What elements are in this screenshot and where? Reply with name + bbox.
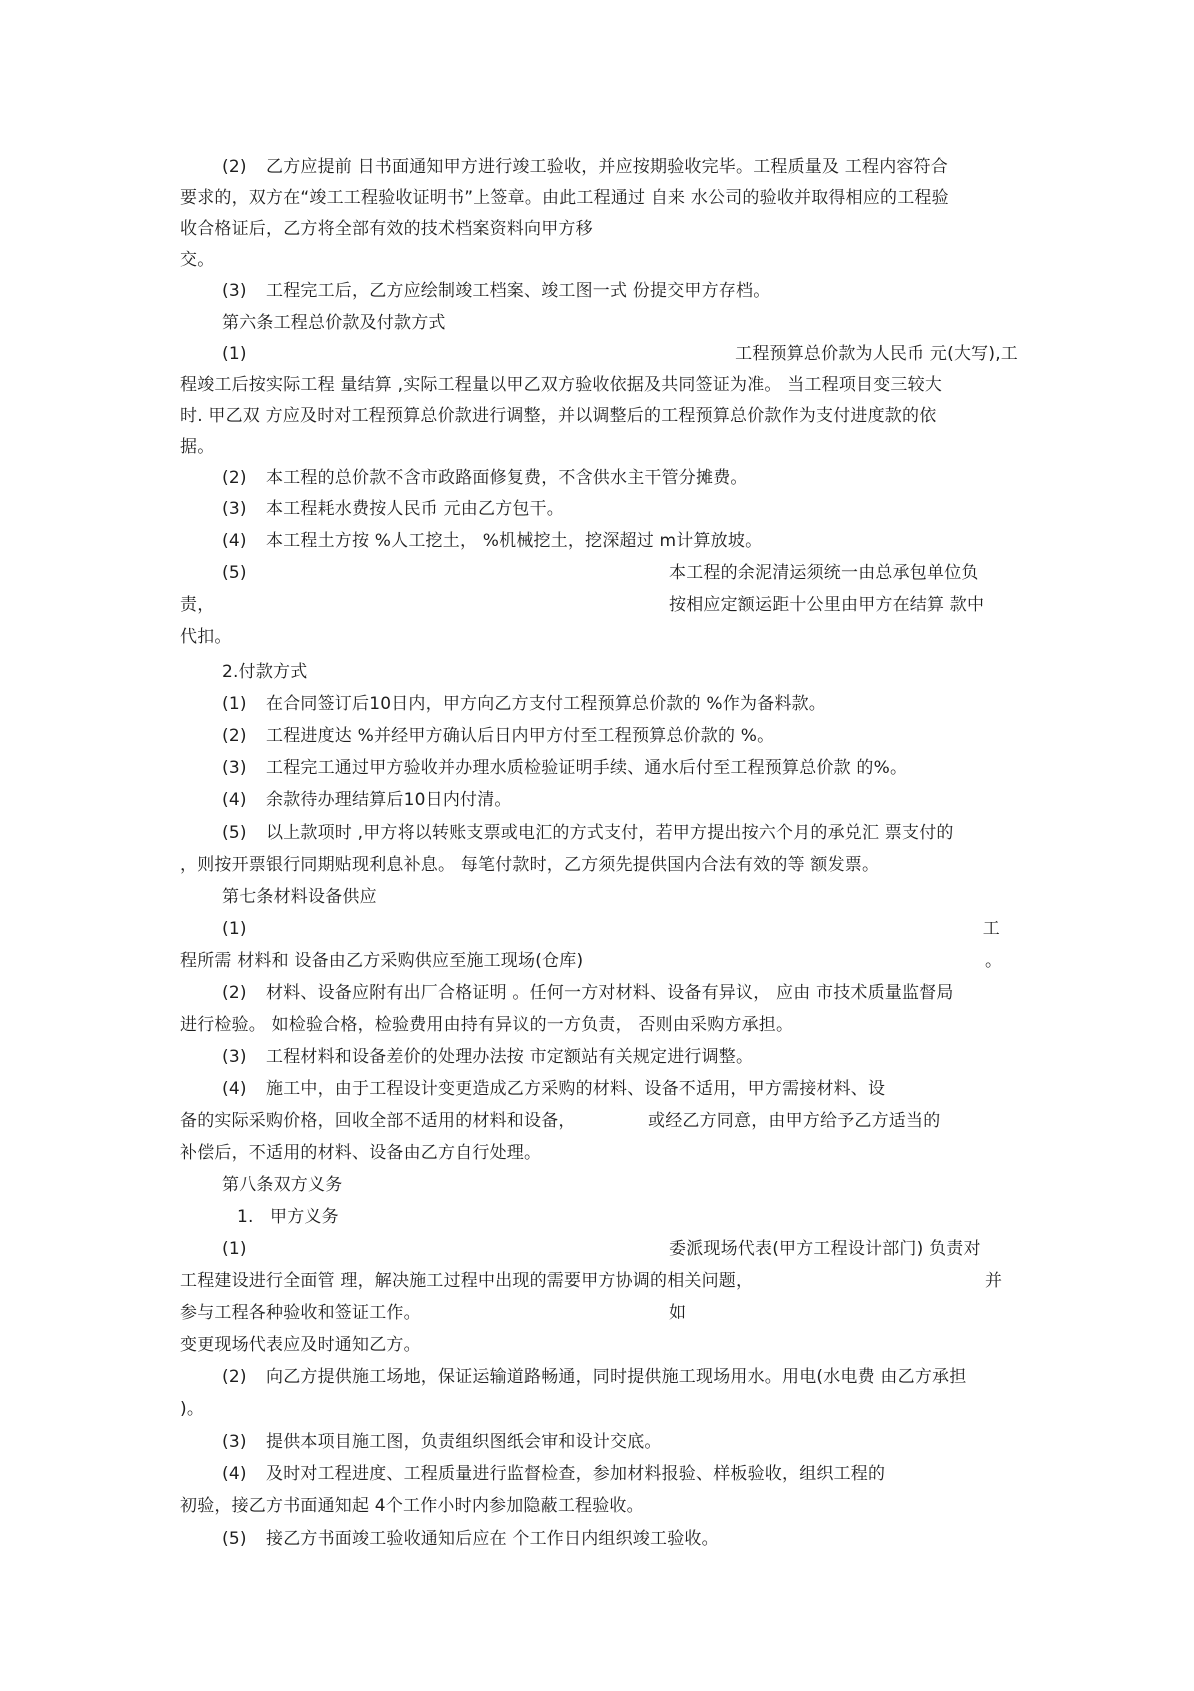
s6-p1-line2: 程竣工后按实际工程 量结算 ,实际工程量以甲乙双方验收依据及共同签证为准。 当工程项目变三较大 (180, 375, 943, 395)
s6-p5-line1-right: 本工程的余泥清运须统一由总承包单位负 (669, 563, 979, 583)
item-number: (4) (222, 531, 247, 551)
s6-p4: (4) 本工程土方按 %人工挖土， %机械挖土，挖深超过 m计算放坡。 (222, 531, 763, 551)
item-number: (3) (222, 1432, 247, 1452)
s7-p1-line2-right: 。 (985, 951, 1003, 971)
s8-p2-line1: (2) 向乙方提供施工场地，保证运输道路畅通，同时提供施工现场用水。用电(水电费 由乙方承担 (222, 1367, 967, 1387)
s6-p5-number: (5) (222, 563, 247, 583)
section-6-heading: 第六条工程总价款及付款方式 (222, 313, 446, 333)
s5-p3: (3) 工程完工后，乙方应绘制竣工档案、竣工图一式 份提交甲方存档。 (222, 281, 771, 301)
s6-p1-line4: 据。 (180, 437, 215, 457)
s8-p5: (5) 接乙方书面竣工验收通知后应在 个工作日内组织竣工验收。 (222, 1529, 719, 1549)
s6-p1-line3: 时. 甲乙双 方应及时对工程预算总价款进行调整，并以调整后的工程预算总价款作为支付进度款的依 (180, 406, 937, 426)
section-8-heading: 第八条双方义务 (222, 1175, 343, 1195)
item-number: (4) (222, 790, 247, 810)
item-number: (3) (222, 499, 247, 519)
s8-p2-line2: )。 (180, 1399, 205, 1419)
pay-p5-line1: (5) 以上款项时 ,甲方将以转账支票或电汇的方式支付，若甲方提出按六个月的承兑汇 票支付的 (222, 823, 954, 843)
item-number: (5) (222, 823, 247, 843)
s5-p2-line1: (2) 乙方应提前 日书面通知甲方进行竣工验收，并应按期验收完毕。工程质量及 工程内容符合 (222, 157, 949, 177)
s6-p5-line2-left: 责， (180, 595, 215, 615)
section-7-heading: 第七条材料设备供应 (222, 887, 377, 907)
item-number: (1) (222, 694, 247, 714)
s8-p4-line2: 初验，接乙方书面通知起 4个工作小时内参加隐蔽工程验收。 (180, 1496, 644, 1516)
item-number: (2) (222, 726, 247, 746)
s7-p4-line1: (4) 施工中，由于工程设计变更造成乙方采购的材料、设备不适用，甲方需接材料、设 (222, 1079, 886, 1099)
s5-p2-line4: 交。 (180, 250, 215, 270)
s8-p4-line1: (4) 及时对工程进度、工程质量进行监督检查，参加材料报验、样板验收，组织工程的 (222, 1464, 886, 1484)
item-number: (3) (222, 281, 247, 301)
s7-p4-line2-left: 备的实际采购价格，回收全部不适用的材料和设备， (180, 1111, 576, 1131)
item-number: (2) (222, 157, 247, 177)
s8-p1-line4: 变更现场代表应及时通知乙方。 (180, 1335, 421, 1355)
pay-p2: (2) 工程进度达 %并经甲方确认后日内甲方付至工程预算总价款的 %。 (222, 726, 775, 746)
payment-heading: 2.付款方式 (222, 662, 308, 682)
s6-p1-number: (1) (222, 344, 247, 364)
s8-p1-line2: 工程建设进行全面管 理，解决施工过程中出现的需要甲方协调的相关问题， (180, 1271, 754, 1291)
pay-p3: (3) 工程完工通过甲方验收并办理水质检验证明手续、通水后付至工程预算总价款 的%。 (222, 758, 908, 778)
s8-p1-line3: 参与工程各种验收和签证工作。 (180, 1303, 421, 1323)
s8-sub-heading: 1. 甲方义务 (237, 1207, 339, 1227)
s6-p2: (2) 本工程的总价款不含市政路面修复费，不含供水主干管分摊费。 (222, 468, 748, 488)
s7-p2-line1: (2) 材料、设备应附有出厂合格证明 。任何一方对材料、设备有异议， 应由 市技术质量监督局 (222, 983, 954, 1003)
s7-p4-line2-right: 或经乙方同意，由甲方给予乙方适当的 (648, 1111, 941, 1131)
item-number: (2) (222, 468, 247, 488)
item-number: (3) (222, 1047, 247, 1067)
pay-p4: (4) 余款待办理结算后10日内付清。 (222, 790, 512, 810)
s6-p3: (3) 本工程耗水费按人民币 元由乙方包干。 (222, 499, 565, 519)
s6-p1-line1-right: 工程预算总价款为人民币 元(大写),工 (735, 344, 1018, 364)
pay-p1: (1) 在合同签订后10日内，甲方向乙方支付工程预算总价款的 %作为备料款。 (222, 694, 826, 714)
s8-p1-line1-right: 委派现场代表(甲方工程设计部门) 负责对 (669, 1239, 981, 1259)
s6-p5-line2-right: 按相应定额运距十公里由甲方在结算 款中 (669, 595, 985, 615)
item-number: (4) (222, 1464, 247, 1484)
item-number: (2) (222, 1367, 247, 1387)
item-number: (2) (222, 983, 247, 1003)
pay-p5-line2: ，则按开票银行同期贴现利息补息。 每笔付款时，乙方须先提供国内合法有效的等 额发票。 (180, 855, 880, 875)
s7-p2-line2: 进行检验。 如检验合格，检验费用由持有异议的一方负责， 否则由采购方承担。 (180, 1015, 794, 1035)
s8-p1-line3-right: 如 (669, 1303, 687, 1323)
s5-p2-line2: 要求的，双方在“竣工工程验收证明书”上签章。由此工程通过 自来 水公司的验收并取得相应的工程验 (180, 188, 949, 208)
s7-p1-line1-right: 工 (982, 919, 1000, 939)
s8-p1-line2-right: 并 (985, 1271, 1003, 1291)
item-number: (3) (222, 758, 247, 778)
s7-p3: (3) 工程材料和设备差价的处理办法按 市定额站有关规定进行调整。 (222, 1047, 754, 1067)
item-number: (5) (222, 1529, 247, 1549)
s7-p1-number: (1) (222, 919, 247, 939)
item-number: 1. (237, 1207, 254, 1227)
s8-p3: (3) 提供本项目施工图，负责组织图纸会审和设计交底。 (222, 1432, 662, 1452)
s6-p5-line3: 代扣。 (180, 627, 232, 647)
s7-p1-line2: 程所需 材料和 设备由乙方采购供应至施工现场(仓库) (180, 951, 584, 971)
s5-p2-line3: 收合格证后，乙方将全部有效的技术档案资料向甲方移 (180, 219, 593, 239)
s7-p4-line3: 补偿后，不适用的材料、设备由乙方自行处理。 (180, 1143, 542, 1163)
s8-p1-number: (1) (222, 1239, 247, 1259)
item-number: (4) (222, 1079, 247, 1099)
